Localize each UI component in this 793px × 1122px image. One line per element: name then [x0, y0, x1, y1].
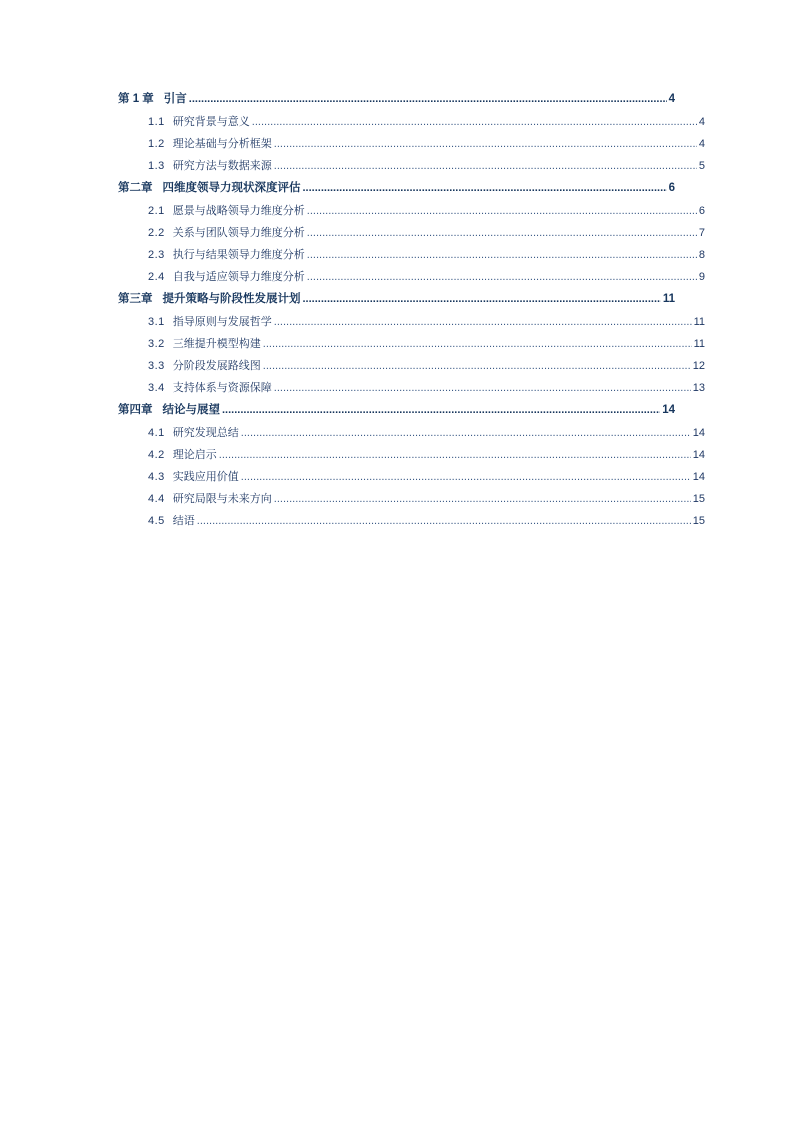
toc-entry[interactable] — [118, 266, 705, 288]
toc-entry-title: 四维度领导力现状深度评估 — [162, 182, 301, 194]
toc-entry-page: 11 — [693, 316, 705, 328]
toc-entry[interactable] — [118, 200, 705, 222]
toc-entry-number: 第三章 — [118, 293, 153, 305]
toc-entry-number: 3.1 — [148, 316, 165, 328]
toc-entry-title: 执行与结果领导力维度分析 — [172, 249, 305, 261]
toc-entry-number: 4.1 — [148, 427, 165, 439]
toc-entry-page: 4 — [698, 138, 705, 150]
toc-entry-page: 12 — [692, 360, 705, 372]
toc-entry-page: 5 — [698, 160, 705, 172]
toc-leader-dots — [274, 377, 691, 399]
toc-entry-number: 2.3 — [148, 249, 165, 261]
toc-entry-title: 研究发现总结 — [172, 427, 239, 439]
toc-entry-title: 自我与适应领导力维度分析 — [172, 271, 305, 283]
toc-entry-number: 1.1 — [148, 116, 165, 128]
toc-entry[interactable] — [118, 488, 705, 510]
toc-entry[interactable] — [118, 111, 705, 133]
toc-entry-page: 14 — [662, 404, 675, 416]
toc-entry[interactable] — [118, 510, 705, 532]
toc-entry-page: 11 — [693, 338, 705, 350]
toc-entry-title: 提升策略与阶段性发展计划 — [162, 293, 301, 305]
toc-entry-page: 11 — [662, 293, 675, 305]
toc-leader-dots — [307, 222, 697, 244]
toc-entry-title: 研究方法与数据来源 — [172, 160, 272, 172]
toc-entry-page: 14 — [692, 427, 705, 439]
toc-entry[interactable] — [118, 177, 675, 200]
toc-entry[interactable] — [118, 88, 675, 111]
toc-entry-number: 第 1 章 — [118, 93, 154, 105]
toc-leader-dots — [252, 111, 697, 133]
toc-entry-title: 实践应用价值 — [172, 471, 239, 483]
toc-entry[interactable] — [118, 155, 705, 177]
toc-leader-dots — [274, 488, 691, 510]
toc-entry[interactable] — [118, 222, 705, 244]
toc-entry[interactable] — [118, 466, 705, 488]
toc-entry-page: 14 — [692, 471, 705, 483]
toc-entry-number: 2.1 — [148, 205, 165, 217]
toc-entry-page: 6 — [698, 205, 705, 217]
toc-entry-number: 4.5 — [148, 515, 165, 527]
toc-leader-dots — [274, 133, 697, 155]
table-of-contents — [118, 88, 705, 532]
toc-leader-dots — [307, 200, 697, 222]
toc-leader-dots — [274, 311, 692, 333]
toc-leader-dots — [303, 288, 661, 311]
toc-entry-page: 9 — [698, 271, 705, 283]
toc-entry[interactable] — [118, 422, 705, 444]
toc-entry-number: 3.4 — [148, 382, 165, 394]
toc-entry[interactable] — [118, 444, 705, 466]
toc-entry-title: 分阶段发展路线图 — [172, 360, 261, 372]
toc-leader-dots — [222, 399, 660, 422]
toc-entry-page: 15 — [692, 493, 705, 505]
toc-entry[interactable] — [118, 399, 675, 422]
toc-entry-number: 第二章 — [118, 182, 153, 194]
toc-entry-title: 指导原则与发展哲学 — [172, 316, 272, 328]
toc-entry-title: 引言 — [163, 93, 187, 105]
toc-entry-page: 7 — [698, 227, 705, 239]
toc-entry-number: 4.2 — [148, 449, 165, 461]
toc-entry-number: 1.3 — [148, 160, 165, 172]
toc-leader-dots — [219, 444, 691, 466]
toc-leader-dots — [241, 466, 691, 488]
toc-entry-number: 3.3 — [148, 360, 165, 372]
toc-entry-page: 4 — [668, 93, 675, 105]
toc-entry[interactable] — [118, 311, 705, 333]
toc-entry-number: 2.4 — [148, 271, 165, 283]
toc-leader-dots — [189, 88, 667, 111]
toc-entry-title: 愿景与战略领导力维度分析 — [172, 205, 305, 217]
toc-entry-title: 理论基础与分析框架 — [172, 138, 272, 150]
toc-entry-title: 关系与团队领导力维度分析 — [172, 227, 305, 239]
toc-entry-title: 结语 — [172, 515, 195, 527]
toc-entry-number: 1.2 — [148, 138, 165, 150]
toc-entry-page: 14 — [692, 449, 705, 461]
toc-leader-dots — [303, 177, 667, 200]
toc-leader-dots — [307, 266, 697, 288]
toc-leader-dots — [197, 510, 691, 532]
toc-entry-page: 6 — [668, 182, 675, 194]
toc-entry-page: 15 — [692, 515, 705, 527]
toc-entry-title: 结论与展望 — [162, 404, 220, 416]
toc-entry[interactable] — [118, 355, 705, 377]
toc-leader-dots — [307, 244, 697, 266]
toc-entry[interactable] — [118, 244, 705, 266]
toc-entry-title: 研究背景与意义 — [172, 116, 250, 128]
toc-entry[interactable] — [118, 377, 705, 399]
toc-leader-dots — [274, 155, 697, 177]
toc-entry[interactable] — [118, 133, 705, 155]
toc-entry-number: 4.3 — [148, 471, 165, 483]
toc-entry[interactable] — [118, 333, 705, 355]
toc-leader-dots — [263, 355, 691, 377]
toc-entry-number: 2.2 — [148, 227, 165, 239]
toc-entry-page: 8 — [698, 249, 705, 261]
toc-entry-number: 4.4 — [148, 493, 165, 505]
toc-entry-page: 13 — [692, 382, 705, 394]
toc-leader-dots — [241, 422, 691, 444]
toc-entry-title: 三维提升模型构建 — [172, 338, 261, 350]
toc-entry-title: 研究局限与未来方向 — [172, 493, 272, 505]
toc-leader-dots — [263, 333, 692, 355]
toc-entry-page: 4 — [698, 116, 705, 128]
toc-entry-title: 支持体系与资源保障 — [172, 382, 272, 394]
toc-entry-title: 理论启示 — [172, 449, 217, 461]
toc-entry-number: 3.2 — [148, 338, 165, 350]
toc-entry[interactable] — [118, 288, 675, 311]
toc-entry-number: 第四章 — [118, 404, 153, 416]
